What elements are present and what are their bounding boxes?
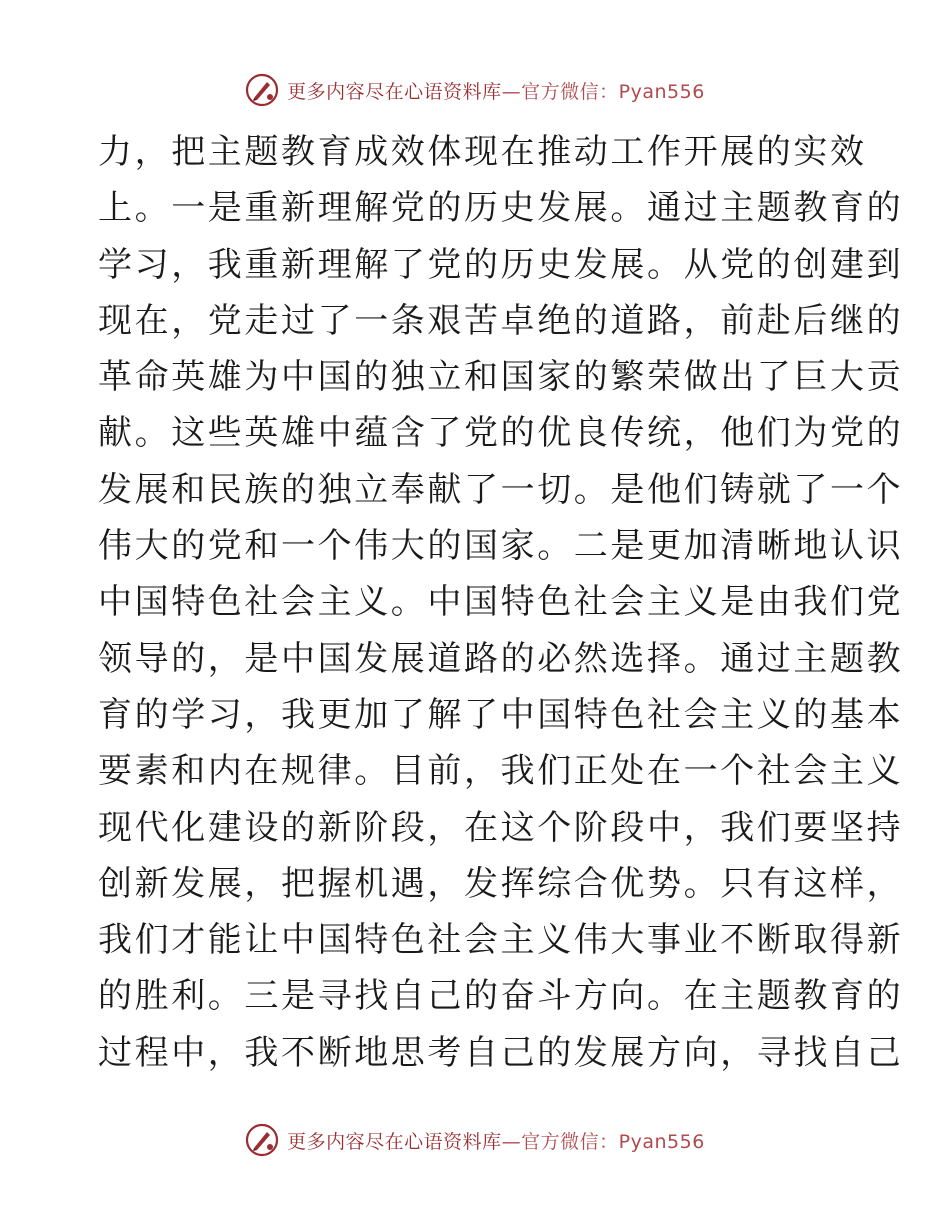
text-line: 的胜利。三是寻找自己的奋斗方向。在主题教育的: [98, 976, 904, 1017]
text-line: 现代化建设的新阶段，在这个阶段中，我们要坚持: [98, 807, 904, 848]
text-line: 要素和内在规律。目前，我们正处在一个社会主义: [98, 751, 904, 792]
text-line: 领导的，是中国发展道路的必然选择。通过主题教: [98, 638, 904, 679]
pen-in-circle-icon: [245, 73, 279, 107]
text-line: 伟大的党和一个伟大的国家。二是更加清晰地认识: [98, 526, 904, 567]
text-line: 力，把主题教育成效体现在推动工作开展的实效: [98, 132, 867, 172]
banner-wechat-text: —官方微信：Pyan556: [501, 80, 705, 103]
banner-main-text: 更多内容尽在心语资料库: [287, 1130, 502, 1153]
pen-in-circle-icon: [245, 1123, 279, 1157]
text-line: 过程中，我不断地思考自己的发展方向，寻找自己: [98, 1032, 904, 1073]
text-line: 献。这些英雄中蕴含了党的优良传统，他们为党的: [98, 413, 904, 454]
header-banner: [0, 70, 950, 110]
banner-main-text: 更多内容尽在心语资料库: [287, 80, 502, 103]
text-line: 我们才能让中国特色社会主义伟大事业不断取得新: [98, 920, 904, 961]
text-line: 现在，党走过了一条艰苦卓绝的道路，前赴后继的: [98, 300, 904, 341]
banner-text: [287, 77, 705, 104]
text-line: 发展和民族的独立奉献了一切。是他们铸就了一个: [98, 469, 904, 510]
text-line: 上。一是重新理解党的历史发展。通过主题教育的: [98, 188, 904, 229]
footer-banner: [0, 1120, 950, 1160]
text-line: 创新发展，把握机遇，发挥综合优势。只有这样，: [98, 863, 904, 904]
text-line: 革命英雄为中国的独立和国家的繁荣做出了巨大贡: [98, 357, 904, 398]
banner-text: [287, 1127, 705, 1154]
banner-wechat-text: —官方微信：Pyan556: [501, 1130, 705, 1153]
text-line: 学习，我重新理解了党的历史发展。从党的创建到: [98, 244, 904, 285]
body-text: [98, 124, 904, 1081]
text-line: 育的学习，我更加了解了中国特色社会主义的基本: [98, 694, 904, 735]
text-line: 中国特色社会主义。中国特色社会主义是由我们党: [98, 582, 904, 623]
